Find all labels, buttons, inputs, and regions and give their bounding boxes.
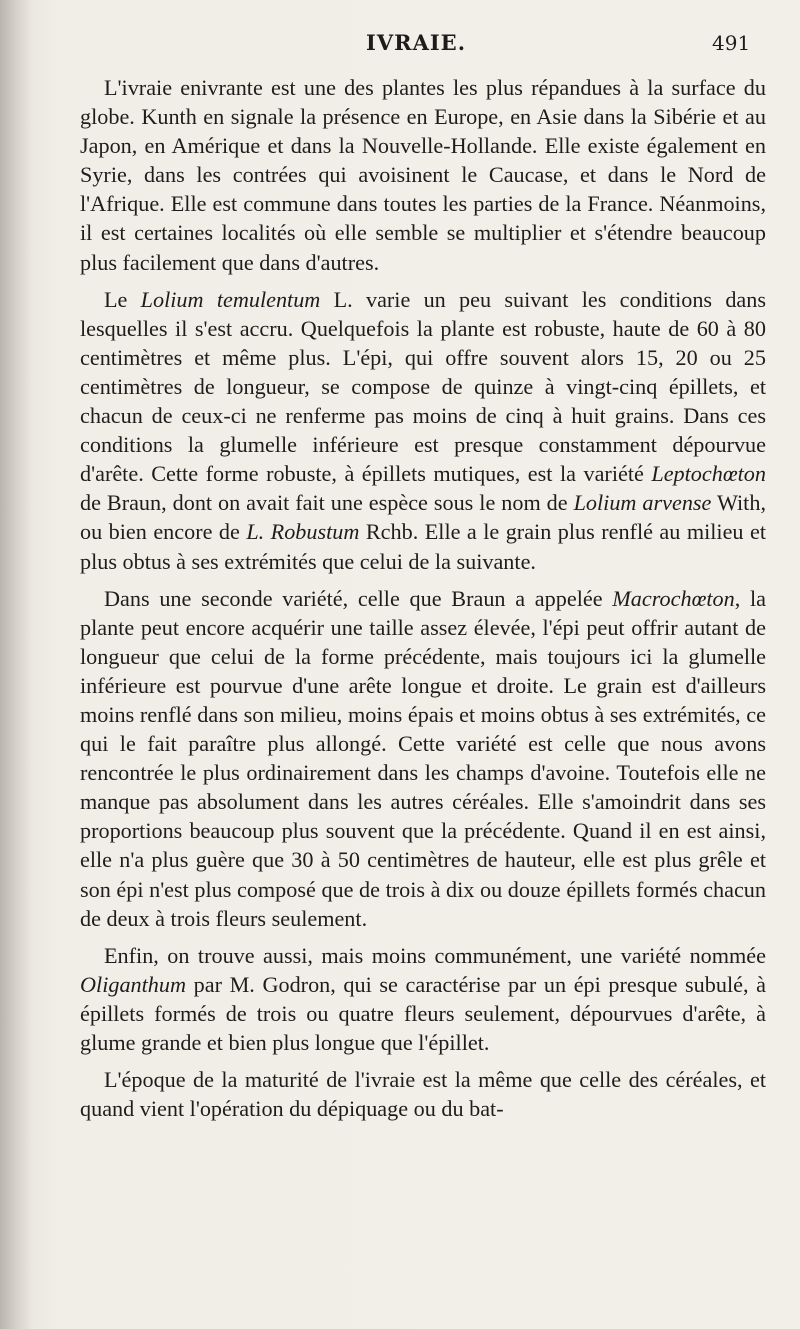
text-segment: L'époque de la maturité de l'ivraie est la même que celle des céréales, et quand vient l'opération du dépiquage ou du bat- — [80, 1067, 766, 1122]
italic-term: L. Robustum — [246, 519, 360, 545]
paragraph — [80, 73, 766, 277]
text-segment: de Braun, dont on avait fait une espèce sous le nom de — [80, 490, 574, 516]
body-text — [80, 73, 766, 1131]
text-segment: Le — [104, 286, 141, 312]
italic-term: Lolium temulentum — [140, 286, 321, 312]
text-segment: L. varie un peu suivant les conditions dans lesquelles il s'est accru. Quelquefois la plante est robuste, haute de 60 à 80 centimètres et même plus. L'épi, qui offre souvent alors 15, 20 ou 25 centimètres de longueur, se compose de quinze à vingt-cinq épillets, et chacun de ceux-ci ne renferme pas moins de cinq à huit grains. Dans ces conditions la glumelle inférieure est presque constamment dépourvue d'arête. Cette forme robuste, à épillets mutiques, est la variété — [80, 286, 766, 487]
paragraph — [80, 584, 766, 933]
text-segment: Enfin, on trouve aussi, mais moins communément, une variété nommée — [104, 942, 766, 968]
paragraph — [80, 1065, 766, 1123]
italic-term: Leptochœton — [651, 461, 766, 487]
text-segment: L'ivraie enivrante est une des plantes les plus répandues à la surface du globe. Kunth en signale la présence en Europe, en Asie dans la Sibérie et au Japon, en Amérique et dans la Nouvelle-Hollande. Elle existe également en Syrie, dans les contrées qui avoisinent le Caucase, et dans le Nord de l'Afrique. Elle est commune dans toutes les parties de la France. Néanmoins, il est certaines localités où elle semble se multiplier et s'étendre beaucoup plus facilement que dans d'autres. — [80, 75, 766, 275]
text-segment: , la plante peut encore acquérir une taille assez élevée, l'épi peut offrir autant de longueur que celui de la forme précédente, mais toujours ici la glumelle inférieure est pourvue d'une arête longue et droite. Le grain est d'ailleurs moins renflé dans son milieu, moins épais et moins obtus à ses extrémités, ce qui le fait paraître plus allongé. Cette variété est celle que nous avons rencontrée le plus ordinairement dans les champs d'avoine. Toutefois elle ne manque pas absolument dans les autres céréales. Elle s'amoindrit dans ses proportions beaucoup plus souvent que la précédente. Quand il en est ainsi, elle n'a plus guère que 30 à 50 centimètres de hauteur, elle est plus grêle et son épi n'est plus composé que de trois à dix ou douze épillets formés chacun de deux à trois fleurs seulement. — [80, 585, 767, 931]
running-title: IVRAIE. — [366, 30, 467, 55]
paragraph — [80, 941, 766, 1057]
text-segment: par M. Godron, qui se caractérise par un épi presque subulé, à épillets formés de trois ou quatre fleurs seulement, dépourvues d'arête, à glume grande et bien plus longue que l'épillet. — [80, 971, 766, 1055]
page-gutter — [0, 0, 18, 1329]
text-segment: Dans une seconde variété, celle que Braun a appelée — [104, 585, 613, 611]
page-number: 491 — [712, 31, 751, 55]
page-header — [0, 26, 800, 62]
italic-term: Macrochœton — [612, 585, 735, 611]
paragraph — [80, 285, 766, 576]
italic-term: Lolium arvense — [573, 490, 712, 516]
italic-term: Oliganthum — [80, 971, 187, 997]
text-segment: With, ou bien encore de — [80, 490, 766, 545]
text-segment: Rchb. Elle a le grain plus renflé au milieu et plus obtus à ses extrémités que celui de la suivante. — [80, 519, 766, 574]
